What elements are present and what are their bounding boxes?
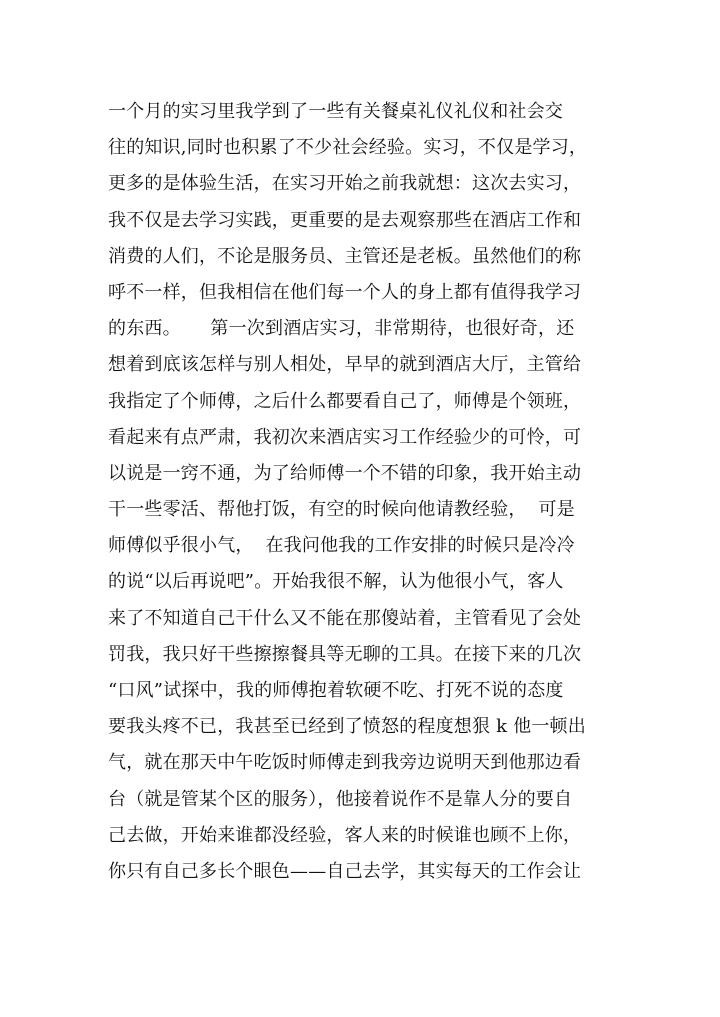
text-line: 我指定了个师傅，之后什么都要看自己了，师傅是个领班， <box>108 390 582 412</box>
text-line: 的东西。 第一次到酒店实习，非常期待，也很好奇，还 <box>108 318 575 340</box>
text-line: “口风”试探中，我的师傅抱着软硬不吃、打死不说的态度 <box>108 680 564 701</box>
text-line: 气，就在那天中午吃饭时师傅走到我旁边说明天到他那边看 <box>108 752 582 774</box>
text-line: 台（就是管某个区的服务），他接着说作不是靠人分的要自 <box>108 788 573 810</box>
text-line: 要我头疼不已，我甚至已经到了愤怒的程度想狠 k 他一顿出 <box>108 716 586 738</box>
text-line: 罚我，我只好干些擦擦餐具等无聊的工具。在接下来的几次 <box>108 643 582 665</box>
text-line: 你只有自己多长个眼色——自己去学，其实每天的工作会让 <box>108 860 582 882</box>
text-line: 一个月的实习里我学到了一些有关餐桌礼仪礼仪和社会交 <box>108 101 563 122</box>
text-line: 师傅似乎很小气， 在我问他我的工作安排的时候只是冷冷 <box>108 535 575 557</box>
text-line: 的说“以后再说吧”。开始我很不解，认为他很小气，客人 <box>108 571 564 593</box>
text-line: 往的知识,同时也积累了不少社会经验。实习，不仅是学习， <box>108 137 588 159</box>
text-line: 来了不知道自己干什么又不能在那傻站着，主管看见了会处 <box>108 607 582 629</box>
text-line: 干一些零活、帮他打饭，有空的时候向他请教经验， 可是 <box>108 499 575 521</box>
text-line: 呼不一样，但我相信在他们每一个人的身上都有值得我学习 <box>108 281 582 303</box>
text-line: 己去做，开始来谁都没经验，客人来的时候谁也顾不上你， <box>108 824 582 846</box>
text-line: 我不仅是去学习实践，更重要的是去观察那些在酒店工作和 <box>108 209 582 231</box>
text-line: 想着到底该怎样与别人相处，早早的就到酒店大厅，主管给 <box>108 354 582 376</box>
body-paragraph <box>108 94 608 890</box>
text-line: 更多的是体验生活，在实习开始之前我就想：这次去实习， <box>108 173 582 195</box>
text-line: 看起来有点严肃，我初次来酒店实习工作经验少的可怜，可 <box>108 426 582 448</box>
text-line: 消费的人们，不论是服务员、主管还是老板。虽然他们的称 <box>108 245 582 267</box>
text-line: 以说是一窍不通，为了给师傅一个不错的印象，我开始主动 <box>108 462 582 484</box>
